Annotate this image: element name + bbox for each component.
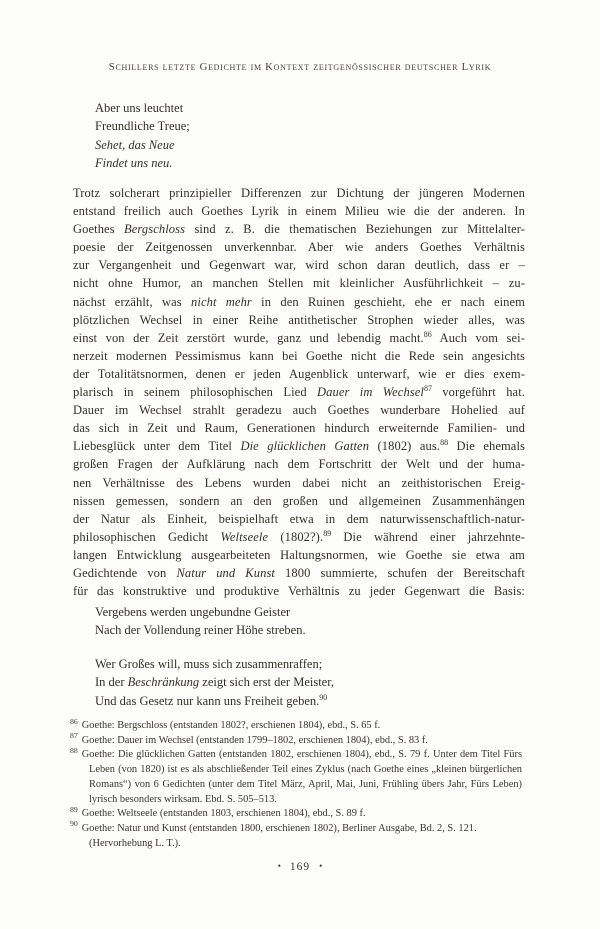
text-segment: Goethes [73, 222, 125, 237]
text-segment: in den Ruinen geschieht, ehe er nach einem [251, 294, 525, 309]
footnote-reference: 87 [424, 383, 432, 393]
poem-line [95, 692, 334, 710]
text-segment: einst von der Zeit zerstört wurde, ganz und lebendig macht. [73, 330, 424, 345]
poem-quote-1 [95, 99, 190, 172]
text-segment: Goethe: Bergschloss (entstanden 1802?, erschienen 1804), ebd., S. 65 f. [81, 720, 381, 731]
text-segment: Goethe: Dauer im Wechsel (entstanden 1799–1802, erschienen 1804), ebd., S. 83 f. [81, 734, 428, 746]
footnote [70, 745, 522, 807]
text-segment: nissen gemessen, sondern an den großen und allgemeinen Zusammenhängen [73, 493, 525, 508]
body-line [73, 510, 525, 528]
text-segment: Goethe: Die glücklichen Gatten (entstanden 1802, erschienen 1804), ebd., S. 79 f. Unter dem Titel Fürs Leben (von 1820) ist es als abschließender Teil eines Zyklus (nach Goethe eines „kleinen bürgerlichen Romans“) von 6 Gedichten (unter dem Titel März, April, Mai, Juni, Frühling übers Jahr, Fürs Leben) lyrisch besonders wirksam. Ebd. S. 505–513. [81, 749, 522, 805]
text-segment: Die während einer jahrzehnte- [331, 529, 526, 544]
text-segment: für das konstruktive und produktive Verhältnis zu jeder Gegenwart die Basis: [73, 584, 525, 599]
footnote-reference: 90 [319, 692, 328, 702]
poem-line [95, 603, 306, 621]
text-segment: poesie der Zeitgenossen unverkennbar. Aber wie anders Goethes Verhältnis [73, 240, 525, 255]
footnote-reference: 88 [440, 438, 449, 448]
footnote [70, 716, 522, 734]
text-segment: nen Verhältnisse des Lebens wurden dabei nicht an zeithistorischen Ereig- [73, 475, 525, 490]
body-line [73, 437, 525, 455]
text-segment: zur Vergangenheit und Gegenwart war, wird schon daran deutlich, dass er – [73, 258, 525, 273]
text-segment: der Totalitätsnormen, denen er jeden Augenblick unterwarf, wie er dies exem- [73, 366, 525, 381]
footnote [70, 804, 522, 822]
text-segment: Trotz solcherart prinzipieller Differenzen zur Dichtung der jüngeren Modernen [73, 186, 525, 200]
footnote [70, 819, 522, 851]
footnote-number: 89 [70, 804, 78, 814]
text-segment: Findet uns neu. [95, 155, 173, 170]
body-line [73, 274, 525, 292]
text-segment: Und das Gesetz nur kann uns Freiheit geben. [95, 693, 320, 708]
text-segment: nicht ohne Humor, an manchen Stellen mit kleinlicher Ausführlichkeit – zu- [73, 276, 525, 291]
body-line [73, 528, 525, 546]
running-header: Schillers letzte Gedichte im Kontext zeitgenössischer deutscher Lyrik [108, 61, 492, 73]
text-segment: plarisch in seinem philosophischen Lied [73, 385, 317, 400]
text-segment: Freundliche Treue; [95, 119, 190, 134]
text-segment: das sich in Zeit und Raum, Generationen hindurch erweiternde Familien- und [73, 421, 525, 436]
text-segment: Liebesglück unter dem Titel [73, 439, 241, 454]
poem-quote-2-stanza-2 [95, 655, 334, 710]
text-segment: nerzeit modernen Pessimismus kann bei Goethe nicht die Rede sein angesichts [73, 348, 525, 363]
text-segment: nicht mehr [191, 294, 252, 309]
body-line [73, 365, 525, 383]
footnote [70, 731, 522, 749]
text-segment: (1802) aus. [369, 439, 441, 454]
poem-line [95, 154, 190, 172]
text-segment: Die ehemals [448, 439, 525, 454]
body-line [73, 184, 525, 202]
poem-line [95, 99, 190, 117]
poem-quote-2-stanza-1 [95, 603, 306, 640]
text-segment: (Hervorhebung L. T.). [89, 837, 181, 849]
text-segment: der Natur als Einheit, beispielhaft etwa in dem naturwissenschaftlich-natur- [73, 511, 525, 526]
text-segment: philosophischen Gedicht [73, 529, 221, 544]
text-segment: Weltseele [220, 529, 269, 544]
text-segment: 1800 summierte, schufen der Bereitschaft [274, 565, 526, 580]
page-number-decor-left: • [277, 861, 281, 871]
page-number [0, 861, 600, 873]
body-line [73, 202, 525, 220]
text-segment: langen Entwicklung ausgearbeiteten Haltungsnormen, wie Goethe sie etwa am [73, 547, 525, 562]
text-segment: Auch vom sei- [431, 330, 525, 345]
text-segment: Aber uns leuchtet [95, 101, 184, 115]
footnotes-section [70, 716, 522, 851]
body-line [73, 293, 525, 311]
text-segment: Goethe: Weltseele (entstanden 1803, erschienen 1804), ebd., S. 89 f. [81, 808, 366, 820]
text-segment: Vergebens werden ungebundne Geister [95, 605, 291, 619]
body-line [73, 256, 525, 274]
text-segment: entstand freilich auch Goethes Lyrik in einem Milieu wie die der anderen. In [73, 204, 525, 219]
body-line [73, 564, 525, 582]
body-line [73, 347, 525, 365]
footnote-reference: 89 [323, 528, 332, 538]
poem-line [95, 655, 334, 673]
text-segment: In der [95, 675, 128, 690]
text-segment: Gedichtende von [73, 565, 177, 580]
text-segment: zeigt sich erst der Meister, [199, 675, 335, 690]
text-segment: Wer Großes will, muss sich zusammenraffen; [95, 657, 323, 671]
text-segment: nächst erzählt, was [73, 294, 192, 309]
body-line [73, 329, 525, 347]
text-segment: Dauer im Wechsel strahlt geradezu auch Goethes wunderbare Hohelied auf [73, 403, 525, 418]
body-line [73, 220, 525, 238]
body-line [73, 582, 525, 600]
body-line [73, 474, 525, 492]
footnote-number: 86 [70, 716, 78, 726]
text-segment: großen Fragen der Aufklärung nach dem Fortschritt der Welt und der huma- [73, 457, 525, 472]
body-line [73, 238, 525, 256]
poem-line [95, 136, 190, 154]
poem-line [95, 673, 334, 691]
body-line [73, 419, 525, 437]
poem-line [95, 117, 190, 135]
page-number-decor-right: • [319, 861, 323, 871]
footnote-reference: 86 [423, 329, 432, 339]
text-segment: (1802?). [268, 529, 324, 544]
body-paragraph [73, 184, 525, 600]
text-segment: Dauer im Wechsel [317, 385, 424, 400]
text-segment: Die glücklichen Gatten [240, 439, 370, 454]
page-number-value: 169 [289, 861, 311, 873]
body-line [73, 455, 525, 473]
text-segment: Goethe: Natur und Kunst (entstanden 1800, erschienen 1802), Berliner Ausgabe, Bd. 2, S. 121. [81, 822, 477, 834]
footnote-number: 90 [70, 819, 78, 829]
body-line [73, 401, 525, 419]
body-line [73, 311, 525, 329]
text-segment: Natur und Kunst [176, 565, 275, 580]
text-segment: Beschränkung [127, 675, 200, 690]
text-segment: vorgeführt hat. [432, 385, 525, 400]
body-line [73, 383, 525, 401]
text-segment: Bergschloss [124, 222, 186, 237]
poem-line [95, 621, 306, 639]
footnote-number: 88 [70, 745, 78, 755]
body-line [73, 546, 525, 564]
text-segment: Nach der Vollendung reiner Höhe streben. [95, 623, 306, 638]
body-line [73, 492, 525, 510]
text-segment: plötzlichen Wechsel in einer Reihe antithetischer Strophen wieder alles, was [73, 312, 525, 327]
text-segment: sind z. B. die thematischen Beziehungen zur Mittelalter- [185, 222, 525, 237]
footnote-number: 87 [70, 731, 78, 741]
text-segment: Sehet, das Neue [95, 137, 175, 152]
